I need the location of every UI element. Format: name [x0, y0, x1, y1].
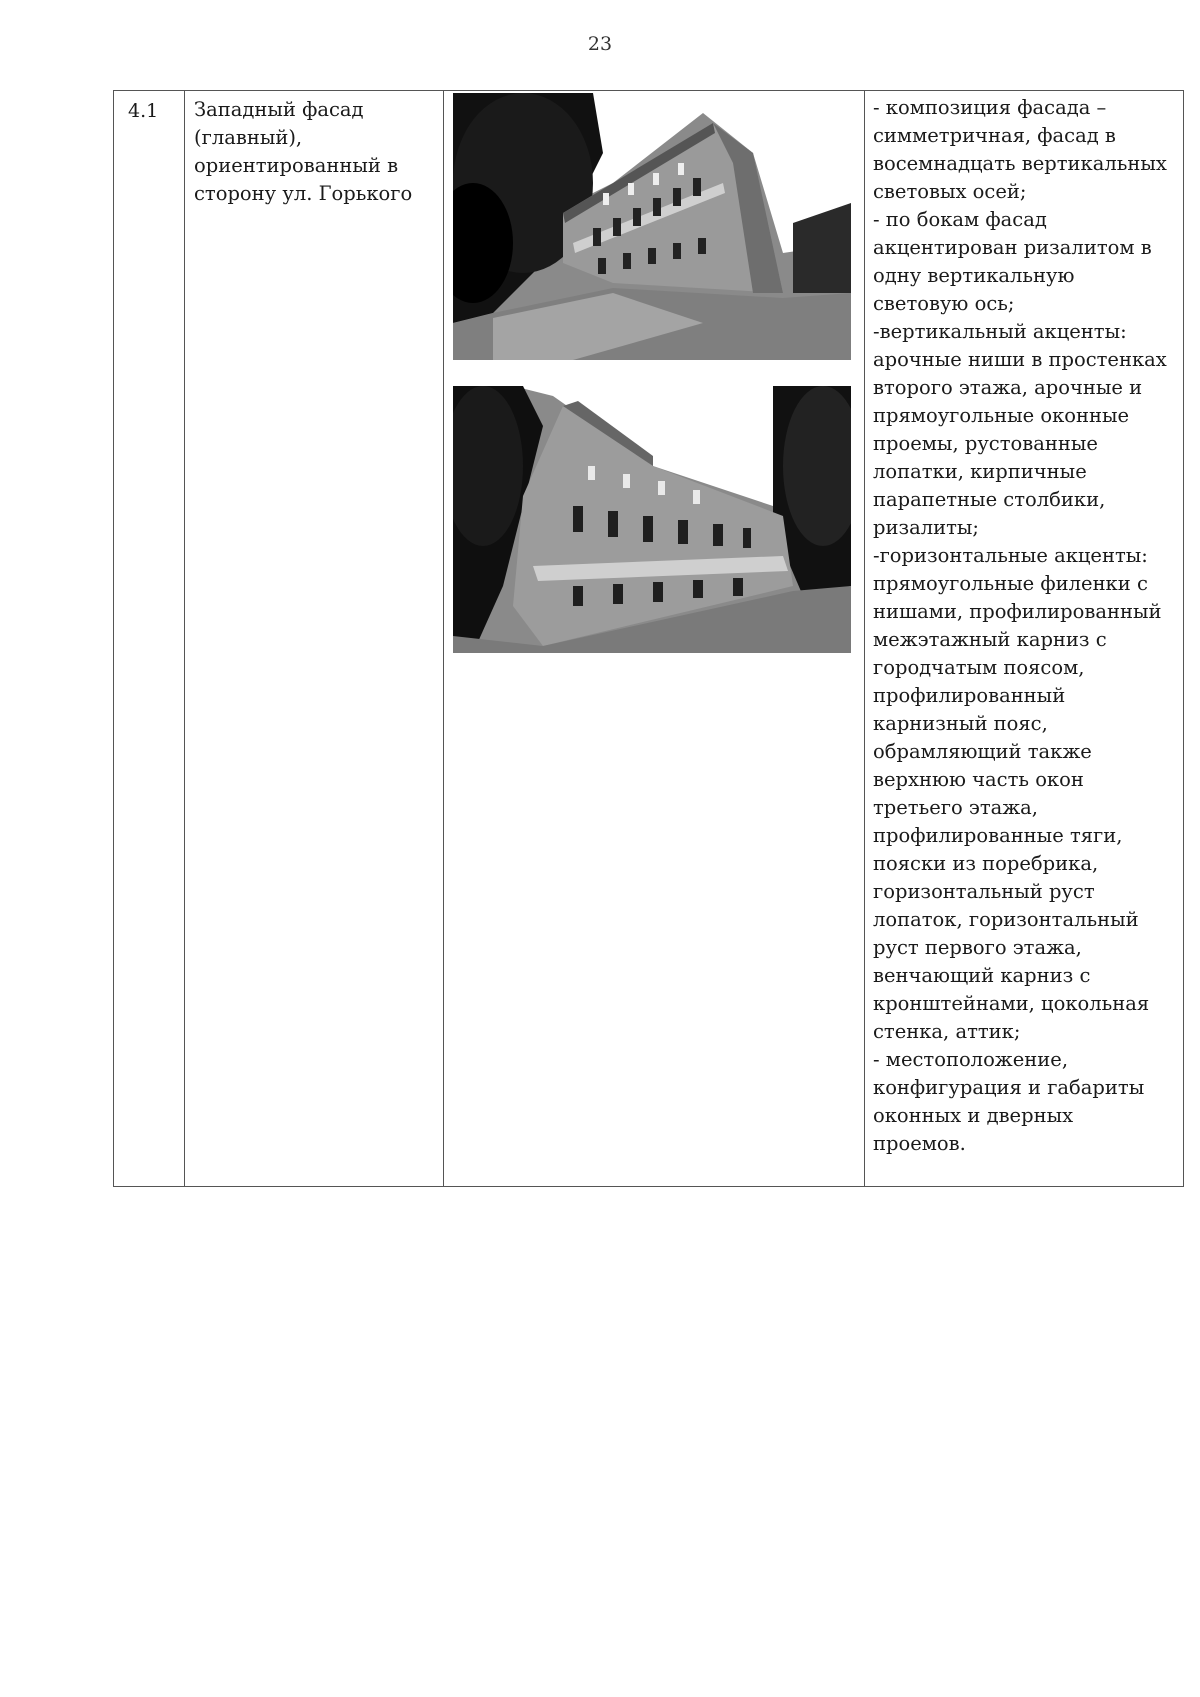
facade-name-line: ориентированный в	[194, 154, 399, 177]
description-line: - по бокам фасад	[873, 208, 1047, 231]
description-line: арочные ниши в простенках	[873, 348, 1167, 371]
description-line: профилированный	[873, 684, 1066, 707]
description-line: световую ось;	[873, 292, 1015, 315]
facade-name-line: сторону ул. Горького	[194, 182, 413, 205]
description-line: стенка, аттик;	[873, 1020, 1021, 1043]
description-line: руст первого этажа,	[873, 936, 1082, 959]
building-photo-2	[453, 386, 851, 653]
description-line: оконных и дверных	[873, 1104, 1074, 1127]
row-number-cell	[114, 91, 185, 1187]
facade-table	[113, 90, 1184, 1187]
description-line: обрамляющий также	[873, 740, 1092, 763]
row-number: 4.1	[128, 100, 159, 122]
facade-name-line: (главный),	[194, 126, 303, 149]
description-cell	[865, 91, 1184, 1187]
facade-name-line: Западный фасад	[194, 98, 364, 121]
description-line: одну вертикальную	[873, 264, 1075, 287]
building-photo-2-image	[453, 386, 851, 653]
description-line: лопатки, кирпичные	[873, 460, 1087, 483]
description-line: восемнадцать вертикальных	[873, 152, 1167, 175]
description-line: верхнюю часть окон	[873, 768, 1084, 791]
description-line: лопаток, горизонтальный	[873, 908, 1139, 931]
description-line: пояски из поребрика,	[873, 852, 1099, 875]
description-line: второго этажа, арочные и	[873, 376, 1143, 399]
description-line: световых осей;	[873, 180, 1027, 203]
page-number: 23	[587, 33, 613, 55]
description-line: -вертикальный акценты:	[873, 320, 1127, 343]
facade-name-cell	[185, 91, 444, 1187]
description-line: нишами, профилированный	[873, 600, 1162, 623]
description-line: проемов.	[873, 1132, 966, 1155]
description-line: карнизный пояс,	[873, 712, 1048, 735]
description-line: городчатым поясом,	[873, 656, 1085, 679]
description-line: - местоположение,	[873, 1048, 1069, 1071]
description-line: -горизонтальные акценты:	[873, 544, 1148, 567]
description-line: ризалиты;	[873, 516, 980, 539]
building-photo-1-image	[453, 93, 851, 360]
description-line: профилированные тяги,	[873, 824, 1123, 847]
description-line: проемы, рустованные	[873, 432, 1098, 455]
description-line: конфигурация и габариты	[873, 1076, 1145, 1099]
facade-name	[185, 91, 443, 208]
description-line: третьего этажа,	[873, 796, 1039, 819]
description-line: прямоугольные филенки с	[873, 572, 1148, 595]
description-line: горизонтальный руст	[873, 880, 1095, 903]
building-photo-1	[453, 93, 851, 360]
description-line: прямоугольные оконные	[873, 404, 1130, 427]
description-line: парапетные столбики,	[873, 488, 1106, 511]
description-line: межэтажный карниз с	[873, 628, 1107, 651]
description	[865, 91, 1183, 1158]
table-row	[114, 91, 1184, 1187]
description-line: - композиция фасада –	[873, 96, 1107, 119]
description-line: симметричная, фасад в	[873, 124, 1116, 147]
description-line: кронштейнами, цокольная	[873, 992, 1150, 1015]
description-line: венчающий карниз с	[873, 964, 1091, 987]
description-line: акцентирован ризалитом в	[873, 236, 1152, 259]
photos-cell	[444, 91, 865, 1187]
